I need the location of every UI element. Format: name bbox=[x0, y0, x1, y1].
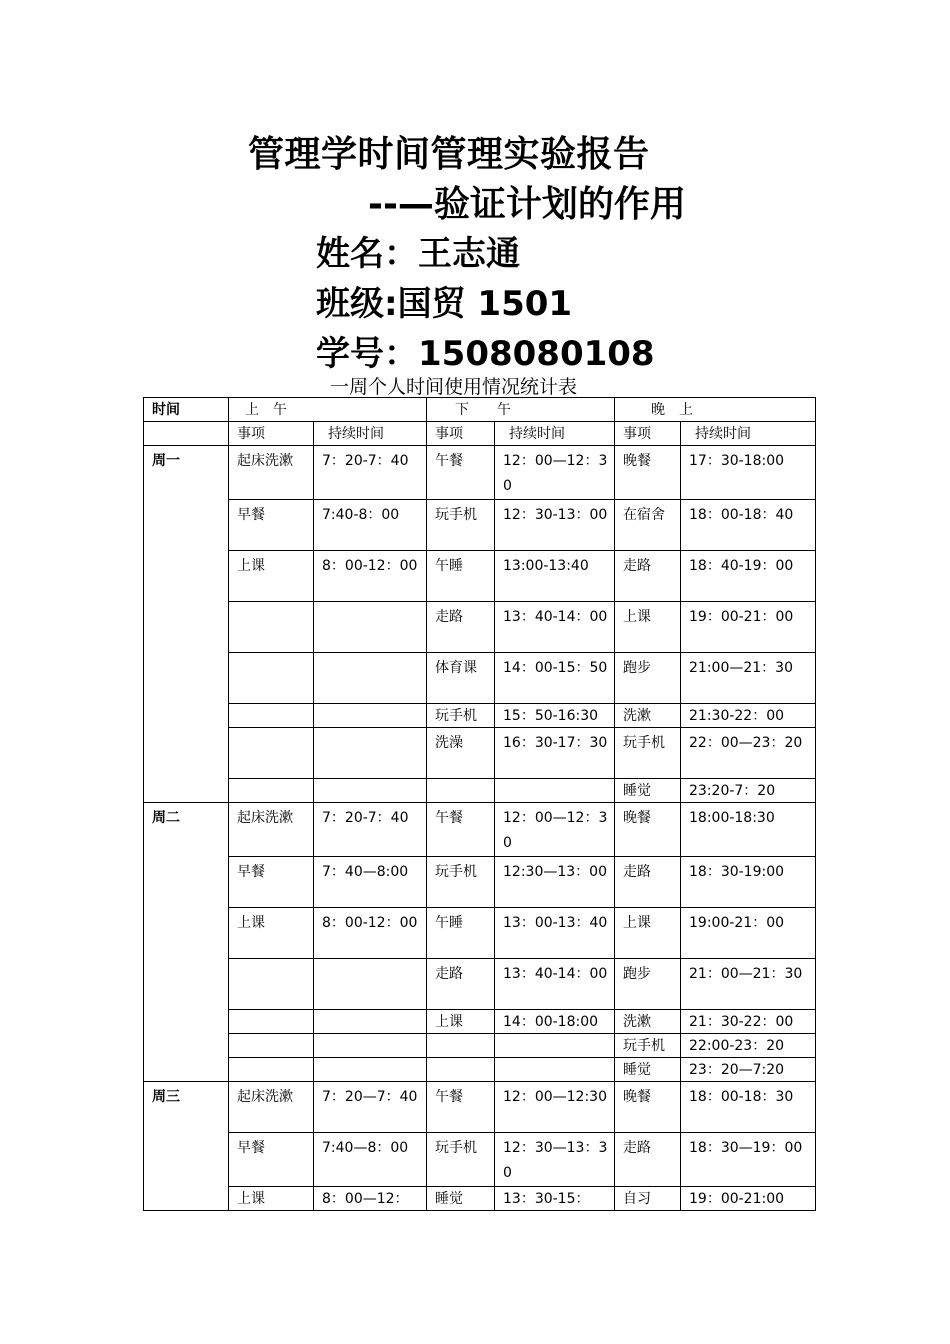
cell-eve-duration: 21:00—21：30 bbox=[681, 653, 816, 704]
cell-am-duration bbox=[314, 602, 427, 653]
report-title: 管理学时间管理实验报告 bbox=[248, 134, 650, 175]
table-row bbox=[144, 551, 816, 602]
cell-pm-duration: 12：30—13：30 bbox=[495, 1133, 615, 1187]
cell-eve-duration: 23：20—7:20 bbox=[681, 1058, 816, 1082]
table-row bbox=[144, 728, 816, 779]
header-afternoon: 下 午 bbox=[427, 398, 615, 422]
cell-eve-duration: 21:30-22：00 bbox=[681, 704, 816, 728]
cell-pm-item: 午餐 bbox=[427, 1082, 495, 1133]
cell-pm-item: 洗澡 bbox=[427, 728, 495, 779]
cell-am-item: 上课 bbox=[229, 1187, 314, 1211]
cell-pm-duration: 12：00—12：30 bbox=[495, 803, 615, 857]
header-duration-pm: 持续时间 bbox=[495, 422, 615, 446]
cell-am-item bbox=[229, 704, 314, 728]
cell-eve-item: 走路 bbox=[615, 857, 681, 908]
cell-pm-item bbox=[427, 779, 495, 803]
cell-pm-item: 上课 bbox=[427, 1010, 495, 1034]
cell-eve-duration: 21：30-22：00 bbox=[681, 1010, 816, 1034]
cell-eve-item: 晚餐 bbox=[615, 446, 681, 500]
cell-pm-item bbox=[427, 1034, 495, 1058]
header-duration-eve: 持续时间 bbox=[681, 422, 816, 446]
cell-pm-duration bbox=[495, 779, 615, 803]
cell-am-duration bbox=[314, 653, 427, 704]
cell-am-item bbox=[229, 602, 314, 653]
cell-am-item bbox=[229, 959, 314, 1010]
cell-pm-item: 体育课 bbox=[427, 653, 495, 704]
cell-pm-item: 玩手机 bbox=[427, 500, 495, 551]
cell-am-item: 上课 bbox=[229, 551, 314, 602]
cell-pm-item: 午睡 bbox=[427, 908, 495, 959]
cell-am-duration: 8：00-12：00 bbox=[314, 908, 427, 959]
cell-eve-duration: 22：00—23：20 bbox=[681, 728, 816, 779]
cell-am-item: 起床洗漱 bbox=[229, 446, 314, 500]
cell-eve-duration: 18：30-19:00 bbox=[681, 857, 816, 908]
cell-am-duration: 8：00—12： bbox=[314, 1187, 427, 1211]
table-header-row bbox=[144, 398, 816, 422]
cell-pm-duration: 13：30-15： bbox=[495, 1187, 615, 1211]
header-item-am: 事项 bbox=[229, 422, 314, 446]
cell-am-duration bbox=[314, 779, 427, 803]
cell-am-item: 早餐 bbox=[229, 1133, 314, 1187]
cell-eve-duration: 18：00-18：30 bbox=[681, 1082, 816, 1133]
cell-pm-item: 玩手机 bbox=[427, 704, 495, 728]
cell-eve-item: 上课 bbox=[615, 602, 681, 653]
cell-pm-duration: 14：00-15：50 bbox=[495, 653, 615, 704]
cell-eve-duration: 23:20-7：20 bbox=[681, 779, 816, 803]
cell-eve-item: 睡觉 bbox=[615, 779, 681, 803]
cell-eve-item: 洗漱 bbox=[615, 704, 681, 728]
table-row bbox=[144, 704, 816, 728]
cell-am-item bbox=[229, 653, 314, 704]
cell-eve-item: 走路 bbox=[615, 1133, 681, 1187]
cell-eve-duration: 19：00-21:00 bbox=[681, 1187, 816, 1211]
student-id: 学号：1508080108 bbox=[316, 334, 655, 374]
cell-eve-item: 走路 bbox=[615, 551, 681, 602]
table-row bbox=[144, 779, 816, 803]
cell-pm-item: 玩手机 bbox=[427, 1133, 495, 1187]
cell-pm-duration bbox=[495, 1034, 615, 1058]
cell-eve-duration: 18：30—19：00 bbox=[681, 1133, 816, 1187]
table-caption: 一周个人时间使用情况统计表 bbox=[330, 376, 578, 398]
cell-am-duration: 8：00-12：00 bbox=[314, 551, 427, 602]
table-row bbox=[144, 446, 816, 500]
header-evening: 晚 上 bbox=[615, 398, 816, 422]
table-row bbox=[144, 500, 816, 551]
table-row bbox=[144, 959, 816, 1010]
cell-pm-item: 午餐 bbox=[427, 446, 495, 500]
table-row bbox=[144, 803, 816, 857]
cell-pm-duration bbox=[495, 1058, 615, 1082]
cell-am-item: 起床洗漱 bbox=[229, 803, 314, 857]
cell-eve-item: 自习 bbox=[615, 1187, 681, 1211]
table-row bbox=[144, 1034, 816, 1058]
cell-am-duration bbox=[314, 1058, 427, 1082]
day-cell: 周二 bbox=[144, 803, 229, 1082]
cell-eve-item: 上课 bbox=[615, 908, 681, 959]
cell-am-duration bbox=[314, 728, 427, 779]
cell-am-duration: 7：20-7：40 bbox=[314, 446, 427, 500]
table-row bbox=[144, 1010, 816, 1034]
cell-eve-duration: 19：00-21：00 bbox=[681, 602, 816, 653]
cell-eve-item: 晚餐 bbox=[615, 1082, 681, 1133]
cell-am-duration bbox=[314, 959, 427, 1010]
cell-eve-item: 睡觉 bbox=[615, 1058, 681, 1082]
cell-pm-duration: 13：00-13：40 bbox=[495, 908, 615, 959]
cell-pm-item bbox=[427, 1058, 495, 1082]
cell-am-item: 早餐 bbox=[229, 500, 314, 551]
table-row bbox=[144, 857, 816, 908]
cell-eve-duration: 18：00-18：40 bbox=[681, 500, 816, 551]
cell-am-item bbox=[229, 1010, 314, 1034]
cell-pm-item: 午睡 bbox=[427, 551, 495, 602]
header-item-pm: 事项 bbox=[427, 422, 495, 446]
day-cell: 周一 bbox=[144, 446, 229, 803]
cell-pm-item: 午餐 bbox=[427, 803, 495, 857]
cell-am-item: 起床洗漱 bbox=[229, 1082, 314, 1133]
cell-am-item bbox=[229, 1058, 314, 1082]
cell-eve-item: 玩手机 bbox=[615, 728, 681, 779]
cell-pm-duration: 13：40-14：00 bbox=[495, 959, 615, 1010]
student-name: 姓名：王志通 bbox=[316, 234, 520, 274]
cell-eve-item: 在宿舍 bbox=[615, 500, 681, 551]
cell-am-duration bbox=[314, 1034, 427, 1058]
header-duration-am: 持续时间 bbox=[314, 422, 427, 446]
cell-eve-item: 玩手机 bbox=[615, 1034, 681, 1058]
cell-am-duration: 7：20—7：40 bbox=[314, 1082, 427, 1133]
cell-pm-item: 走路 bbox=[427, 602, 495, 653]
cell-am-item: 上课 bbox=[229, 908, 314, 959]
cell-eve-item: 晚餐 bbox=[615, 803, 681, 857]
cell-eve-item: 跑步 bbox=[615, 653, 681, 704]
table-subheader-row bbox=[144, 422, 816, 446]
cell-pm-duration: 12：00—12:30 bbox=[495, 1082, 615, 1133]
cell-pm-duration: 12：00—12：30 bbox=[495, 446, 615, 500]
cell-eve-duration: 18：40-19：00 bbox=[681, 551, 816, 602]
header-time: 时间 bbox=[144, 398, 229, 422]
cell-pm-duration: 12：30-13：00 bbox=[495, 500, 615, 551]
cell-pm-duration: 13:00-13:40 bbox=[495, 551, 615, 602]
cell-am-duration: 7:40-8：00 bbox=[314, 500, 427, 551]
day-cell: 周三 bbox=[144, 1082, 229, 1211]
cell-pm-item: 走路 bbox=[427, 959, 495, 1010]
cell-pm-item: 玩手机 bbox=[427, 857, 495, 908]
cell-eve-item: 跑步 bbox=[615, 959, 681, 1010]
cell-eve-duration: 21：00—21：30 bbox=[681, 959, 816, 1010]
cell-am-duration bbox=[314, 704, 427, 728]
table-row bbox=[144, 1082, 816, 1133]
cell-pm-duration: 14：00-18:00 bbox=[495, 1010, 615, 1034]
cell-pm-duration: 15：50-16:30 bbox=[495, 704, 615, 728]
table-body bbox=[144, 446, 816, 1211]
cell-eve-duration: 17：30-18:00 bbox=[681, 446, 816, 500]
header-item-eve: 事项 bbox=[615, 422, 681, 446]
cell-pm-duration: 12:30—13：00 bbox=[495, 857, 615, 908]
header-blank bbox=[144, 422, 229, 446]
table-row bbox=[144, 1133, 816, 1187]
table-row bbox=[144, 602, 816, 653]
table-row bbox=[144, 1058, 816, 1082]
cell-pm-duration: 16：30-17：30 bbox=[495, 728, 615, 779]
cell-am-item bbox=[229, 728, 314, 779]
cell-eve-item: 洗漱 bbox=[615, 1010, 681, 1034]
cell-am-item bbox=[229, 779, 314, 803]
table-row bbox=[144, 908, 816, 959]
cell-am-duration bbox=[314, 1010, 427, 1034]
cell-eve-duration: 19:00-21：00 bbox=[681, 908, 816, 959]
cell-pm-item: 睡觉 bbox=[427, 1187, 495, 1211]
cell-pm-duration: 13：40-14：00 bbox=[495, 602, 615, 653]
time-usage-table bbox=[143, 397, 816, 1211]
report-subtitle: --—验证计划的作用 bbox=[368, 184, 686, 225]
cell-am-duration: 7：20-7：40 bbox=[314, 803, 427, 857]
header-morning: 上 午 bbox=[229, 398, 427, 422]
cell-am-duration: 7：40—8:00 bbox=[314, 857, 427, 908]
cell-am-item bbox=[229, 1034, 314, 1058]
table-row bbox=[144, 653, 816, 704]
cell-eve-duration: 18:00-18:30 bbox=[681, 803, 816, 857]
cell-am-duration: 7:40—8：00 bbox=[314, 1133, 427, 1187]
cell-eve-duration: 22:00-23：20 bbox=[681, 1034, 816, 1058]
table-row bbox=[144, 1187, 816, 1211]
student-class: 班级:国贸 1501 bbox=[316, 284, 573, 324]
cell-am-item: 早餐 bbox=[229, 857, 314, 908]
